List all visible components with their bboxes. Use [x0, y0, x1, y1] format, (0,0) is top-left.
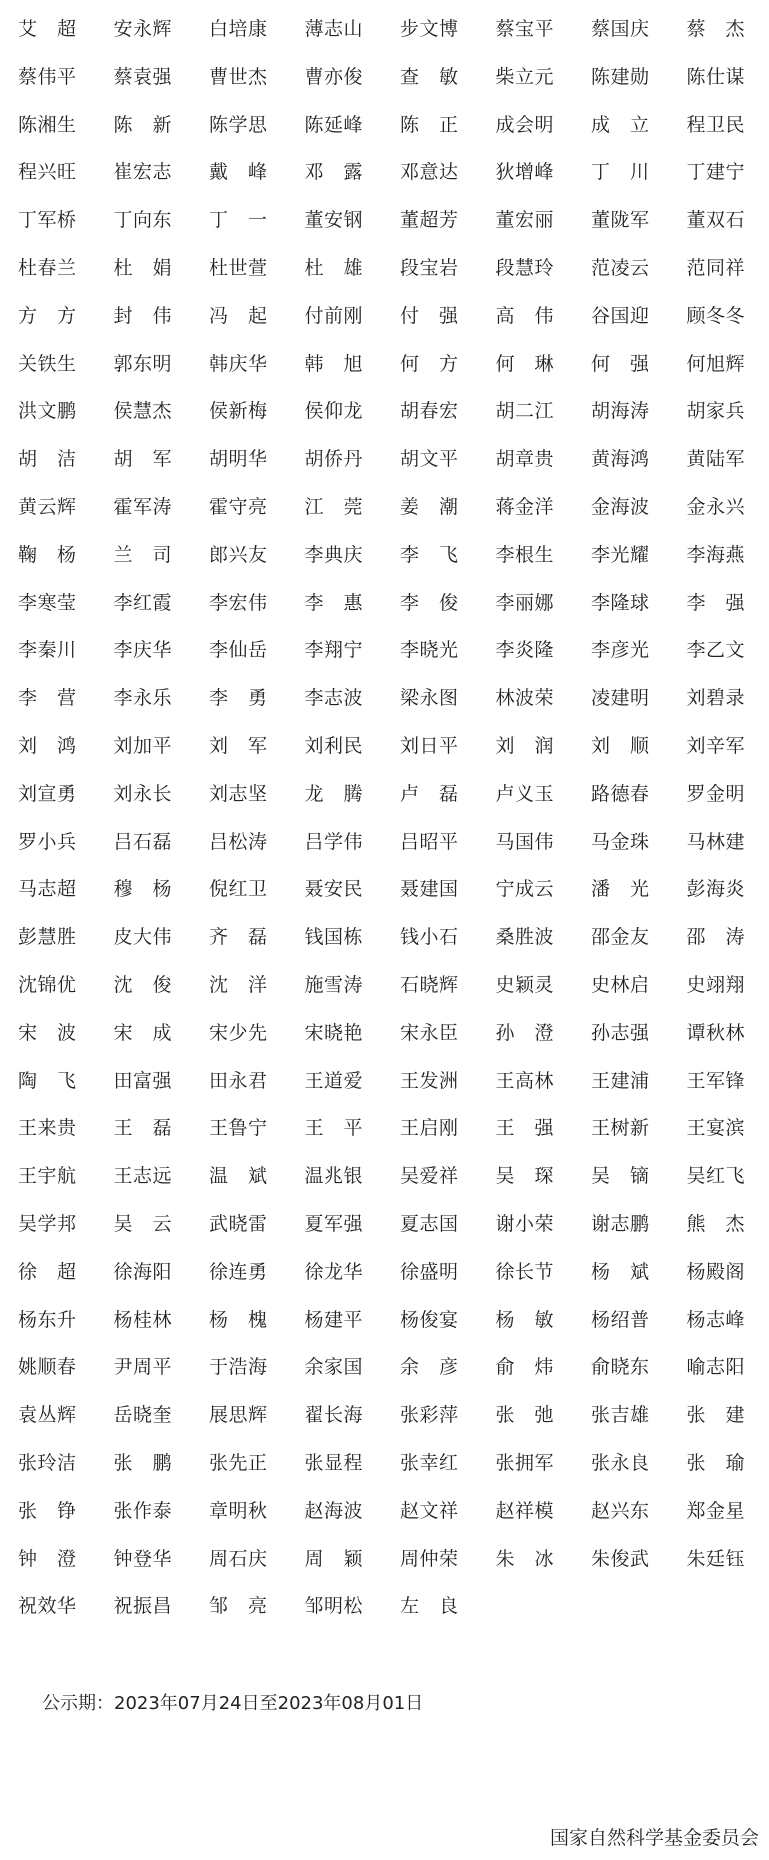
name-item: 刘 军: [209, 734, 268, 757]
name-item: 刘碧录: [686, 687, 746, 710]
name-item: 付前刚: [304, 304, 364, 327]
name-item: 钱国栋: [304, 926, 364, 949]
name-item: 霍军涛: [113, 495, 173, 518]
name-item: 于浩海: [209, 1356, 268, 1379]
name-item: 刘宣勇: [18, 782, 77, 805]
name-item: 宋少先: [209, 1021, 268, 1044]
name-item: 关铁生: [18, 352, 77, 375]
name-item: 凌建明: [591, 687, 650, 710]
name-item: 薄志山: [304, 18, 364, 40]
name-item: 孙志强: [591, 1021, 650, 1044]
name-item: 李典庆: [304, 543, 364, 566]
name-item: 余家国: [304, 1356, 364, 1379]
name-item: 封 伟: [113, 304, 173, 327]
name-item: 高 伟: [495, 304, 555, 327]
name-item: 艾 超: [18, 18, 77, 40]
name-item: 王宴滨: [686, 1117, 746, 1140]
name-item: 胡二江: [495, 400, 555, 423]
name-item: 李庆华: [113, 639, 173, 662]
name-item: 梁永图: [400, 687, 459, 710]
name-item: 路德春: [591, 782, 650, 805]
name-item: 邓 露: [304, 161, 364, 184]
name-item: 蒋金洋: [495, 495, 555, 518]
name-item: 金永兴: [686, 495, 746, 518]
name-item: 陈延峰: [304, 113, 364, 136]
name-item: 刘志坚: [209, 782, 268, 805]
name-item: 胡 军: [113, 448, 173, 471]
name-item: 江 莞: [304, 495, 364, 518]
name-item: 蔡国庆: [591, 18, 650, 40]
name-item: 宋晓艳: [304, 1021, 364, 1044]
name-item: 孙 澄: [495, 1021, 555, 1044]
name-item: 安永辉: [113, 18, 173, 40]
name-item: 张 铮: [18, 1499, 77, 1522]
name-item: 张 瑜: [686, 1451, 746, 1474]
name-item: 张彩萍: [400, 1404, 459, 1427]
name-item: 杨俊宴: [400, 1308, 459, 1331]
name-item: 蔡袁强: [113, 65, 173, 88]
name-item: 李彦光: [591, 639, 650, 662]
name-item: 李海燕: [686, 543, 746, 566]
name-item: 李红霞: [113, 591, 173, 614]
name-item: 邵金友: [591, 926, 650, 949]
name-item: 王 平: [304, 1117, 364, 1140]
name-item: 马金珠: [591, 830, 650, 853]
name-item: 钱小石: [400, 926, 459, 949]
name-item: 张 弛: [495, 1404, 555, 1427]
name-item: 吴 镝: [591, 1165, 650, 1188]
name-item: 展思辉: [209, 1404, 268, 1427]
name-item: 陈建勋: [591, 65, 650, 88]
name-item: 喻志阳: [686, 1356, 746, 1379]
name-item: 陈 正: [400, 113, 459, 136]
name-item: 何旭辉: [686, 352, 746, 375]
name-item: 王道爱: [304, 1069, 364, 1092]
name-item: 谭秋林: [686, 1021, 746, 1044]
name-item: 丁 川: [591, 161, 650, 184]
name-item: 徐盛明: [400, 1260, 459, 1283]
name-item: 郭东明: [113, 352, 173, 375]
name-item: 徐海阳: [113, 1260, 173, 1283]
name-item: 祝振昌: [113, 1595, 173, 1618]
name-item: 金海波: [591, 495, 650, 518]
name-item: 黄陆军: [686, 448, 746, 471]
name-item: 赵祥模: [495, 1499, 555, 1522]
name-item: 李仙岳: [209, 639, 268, 662]
name-item: 陈仕谋: [686, 65, 746, 88]
name-item: 白培康: [209, 18, 268, 40]
name-item: 王发洲: [400, 1069, 459, 1092]
name-item: 付 强: [400, 304, 459, 327]
name-item: 卢义玉: [495, 782, 555, 805]
name-item: 董陇军: [591, 209, 650, 232]
name-item: 温 斌: [209, 1165, 268, 1188]
name-item: 齐 磊: [209, 926, 268, 949]
name-item: 徐长节: [495, 1260, 555, 1283]
name-item: 吕石磊: [113, 830, 173, 853]
name-item: 吴 云: [113, 1212, 173, 1235]
name-item: 胡章贵: [495, 448, 555, 471]
name-item: 戴 峰: [209, 161, 268, 184]
name-item: 邹 亮: [209, 1595, 268, 1618]
name-item: 何 琳: [495, 352, 555, 375]
name-item: 钟登华: [113, 1547, 173, 1570]
name-item: 黄云辉: [18, 495, 77, 518]
name-item: 董双石: [686, 209, 746, 232]
name-item: 吴 琛: [495, 1165, 555, 1188]
name-item: 陈 新: [113, 113, 173, 136]
name-item: 陈湘生: [18, 113, 77, 136]
name-item: 范同祥: [686, 256, 746, 279]
name-item: 林波荣: [495, 687, 555, 710]
name-item: 田富强: [113, 1069, 173, 1092]
name-item: 董安钢: [304, 209, 364, 232]
name-item: 李隆球: [591, 591, 650, 614]
name-item: 祝效华: [18, 1595, 77, 1618]
name-item: 冯 起: [209, 304, 268, 327]
name-item: 李宏伟: [209, 591, 268, 614]
name-item: 袁丛辉: [18, 1404, 77, 1427]
name-item: 杨建平: [304, 1308, 364, 1331]
name-item: 章明秋: [209, 1499, 268, 1522]
name-item: 侯仰龙: [304, 400, 364, 423]
name-item: 罗金明: [686, 782, 746, 805]
name-item: 王树新: [591, 1117, 650, 1140]
name-item: 邓意达: [400, 161, 459, 184]
name-item: 赵海波: [304, 1499, 364, 1522]
name-item: 周 颖: [304, 1547, 364, 1570]
name-item: 李 惠: [304, 591, 364, 614]
name-item: 马国伟: [495, 830, 555, 853]
name-item: 李 勇: [209, 687, 268, 710]
name-item: 吴爱祥: [400, 1165, 459, 1188]
name-item: 罗小兵: [18, 830, 77, 853]
name-item: 韩庆华: [209, 352, 268, 375]
name-item: 王启刚: [400, 1117, 459, 1140]
name-item: 穆 杨: [113, 878, 173, 901]
name-item: 刘 润: [495, 734, 555, 757]
name-item: 霍守亮: [209, 495, 268, 518]
name-item: 成 立: [591, 113, 650, 136]
name-item: 蔡 杰: [686, 18, 746, 40]
name-item: 张永良: [591, 1451, 650, 1474]
name-item: 张 建: [686, 1404, 746, 1427]
name-item: 宋永臣: [400, 1021, 459, 1044]
issuer-signature: 国家自然科学基金委员会: [549, 1827, 759, 1849]
name-item: 杨东升: [18, 1308, 77, 1331]
name-item: 郎兴友: [209, 543, 268, 566]
name-item: 刘辛军: [686, 734, 746, 757]
name-item: 胡文平: [400, 448, 459, 471]
name-item: 李丽娜: [495, 591, 555, 614]
name-item: 李炎隆: [495, 639, 555, 662]
name-item: 王建浦: [591, 1069, 650, 1092]
name-item: 段慧玲: [495, 256, 555, 279]
name-item: 李秦川: [18, 639, 77, 662]
name-item: 步文博: [400, 18, 459, 40]
name-item: 赵兴东: [591, 1499, 650, 1522]
name-item: 王宇航: [18, 1165, 77, 1188]
name-item: 刘日平: [400, 734, 459, 757]
name-item: 俞 炜: [495, 1356, 555, 1379]
name-item: 韩 旭: [304, 352, 364, 375]
name-item: 谢志鹏: [591, 1212, 650, 1235]
name-item: 谷国迎: [591, 304, 650, 327]
name-item: 周仲荣: [400, 1547, 459, 1570]
name-item: 熊 杰: [686, 1212, 746, 1235]
name-item: 李晓光: [400, 639, 459, 662]
name-item: 董宏丽: [495, 209, 555, 232]
name-item: 史颖灵: [495, 973, 555, 996]
name-item: 王 磊: [113, 1117, 173, 1140]
name-item: 聂建国: [400, 878, 459, 901]
name-item: 彭海炎: [686, 878, 746, 901]
name-item: 狄增峰: [495, 161, 555, 184]
name-item: 俞晓东: [591, 1356, 650, 1379]
name-item: 侯新梅: [209, 400, 268, 423]
name-item: 龙 腾: [304, 782, 364, 805]
name-item: 程卫民: [686, 113, 746, 136]
name-item: 翟长海: [304, 1404, 364, 1427]
name-item: 柴立元: [495, 65, 555, 88]
name-item: 钟 澄: [18, 1547, 77, 1570]
name-item: 张 鹏: [113, 1451, 173, 1474]
name-item: 吕学伟: [304, 830, 364, 853]
name-item: 鞠 杨: [18, 543, 77, 566]
name-item: 姜 潮: [400, 495, 459, 518]
name-item: 何 强: [591, 352, 650, 375]
name-item: 胡春宏: [400, 400, 459, 423]
name-item: 张作泰: [113, 1499, 173, 1522]
name-item: 朱 冰: [495, 1547, 555, 1570]
name-item: 石晓辉: [400, 973, 459, 996]
name-item: 洪文鹏: [18, 400, 77, 423]
name-item: 刘利民: [304, 734, 364, 757]
name-item: 杨 斌: [591, 1260, 650, 1283]
name-item: 武晓雷: [209, 1212, 268, 1235]
name-item: 吕昭平: [400, 830, 459, 853]
name-item: 朱俊武: [591, 1547, 650, 1570]
name-item: 谢小荣: [495, 1212, 555, 1235]
name-item: 李志波: [304, 687, 364, 710]
name-item: 胡明华: [209, 448, 268, 471]
name-item: 黄海鸿: [591, 448, 650, 471]
name-item: 吴红飞: [686, 1165, 746, 1188]
names-list: [18, 6, 758, 1631]
name-item: 张拥军: [495, 1451, 555, 1474]
publicity-period: 公示期：2023年07月24日至2023年08月01日: [42, 1693, 424, 1714]
name-item: 陈学思: [209, 113, 268, 136]
name-item: 沈锦优: [18, 973, 77, 996]
name-item: 李光耀: [591, 543, 650, 566]
name-item: 朱廷钰: [686, 1547, 746, 1570]
name-item: 沈 洋: [209, 973, 268, 996]
name-item: 赵文祥: [400, 1499, 459, 1522]
name-item: 杨绍普: [591, 1308, 650, 1331]
name-item: 李翔宁: [304, 639, 364, 662]
name-item: 马林建: [686, 830, 746, 853]
name-item: 杨 槐: [209, 1308, 268, 1331]
name-item: 刘加平: [113, 734, 173, 757]
name-item: 李 飞: [400, 543, 459, 566]
name-item: 夏志国: [400, 1212, 459, 1235]
name-item: 倪红卫: [209, 878, 268, 901]
name-item: 邵 涛: [686, 926, 746, 949]
name-item: 李寒莹: [18, 591, 77, 614]
name-item: 聂安民: [304, 878, 364, 901]
name-item: 范凌云: [591, 256, 650, 279]
name-item: 刘永长: [113, 782, 173, 805]
name-item: 杨志峰: [686, 1308, 746, 1331]
name-item: 崔宏志: [113, 161, 173, 184]
name-item: 王鲁宁: [209, 1117, 268, 1140]
name-item: 杨桂林: [113, 1308, 173, 1331]
name-item: 徐龙华: [304, 1260, 364, 1283]
name-item: 姚顺春: [18, 1356, 77, 1379]
name-item: 徐连勇: [209, 1260, 268, 1283]
name-item: 尹周平: [113, 1356, 173, 1379]
name-item: 顾冬冬: [686, 304, 746, 327]
name-item: 张吉雄: [591, 1404, 650, 1427]
name-item: 兰 司: [113, 543, 173, 566]
name-item: 夏军强: [304, 1212, 364, 1235]
name-item: 蔡宝平: [495, 18, 555, 40]
name-item: 王来贵: [18, 1117, 77, 1140]
name-item: 王高林: [495, 1069, 555, 1092]
name-item: 杨殿阁: [686, 1260, 746, 1283]
name-item: 张先正: [209, 1451, 268, 1474]
name-item: 皮大伟: [113, 926, 173, 949]
name-item: 宋 成: [113, 1021, 173, 1044]
name-item: 李 强: [686, 591, 746, 614]
name-item: 王 强: [495, 1117, 555, 1140]
name-item: 王志远: [113, 1165, 173, 1188]
name-item: 王军锋: [686, 1069, 746, 1092]
name-item: 彭慧胜: [18, 926, 77, 949]
name-item: 方 方: [18, 304, 77, 327]
name-item: 曹亦俊: [304, 65, 364, 88]
name-item: 杜 娟: [113, 256, 173, 279]
name-item: 胡侨丹: [304, 448, 364, 471]
name-item: 余 彦: [400, 1356, 459, 1379]
name-item: 董超芳: [400, 209, 459, 232]
name-item: 杜 雄: [304, 256, 364, 279]
name-item: 沈 俊: [113, 973, 173, 996]
name-item: 丁 一: [209, 209, 268, 232]
name-item: 刘 顺: [591, 734, 650, 757]
name-item: 马志超: [18, 878, 77, 901]
name-item: 侯慧杰: [113, 400, 173, 423]
name-item: 李 俊: [400, 591, 459, 614]
name-item: 胡家兵: [686, 400, 746, 423]
name-item: 程兴旺: [18, 161, 77, 184]
name-item: 潘 光: [591, 878, 650, 901]
name-item: 杨 敏: [495, 1308, 555, 1331]
name-item: 何 方: [400, 352, 459, 375]
name-item: 史林启: [591, 973, 650, 996]
name-item: 陶 飞: [18, 1069, 77, 1092]
name-item: 徐 超: [18, 1260, 77, 1283]
name-item: 桑胜波: [495, 926, 555, 949]
name-item: 岳晓奎: [113, 1404, 173, 1427]
name-item: 李 营: [18, 687, 77, 710]
name-item: 施雪涛: [304, 973, 364, 996]
name-item: 杜春兰: [18, 256, 77, 279]
name-item: 胡 洁: [18, 448, 77, 471]
name-item: 吴学邦: [18, 1212, 77, 1235]
name-item: 宋 波: [18, 1021, 77, 1044]
name-item: 左 良: [400, 1595, 459, 1618]
name-item: 胡海涛: [591, 400, 650, 423]
name-item: 史翊翔: [686, 973, 746, 996]
name-item: 丁向东: [113, 209, 173, 232]
name-item: 周石庆: [209, 1547, 268, 1570]
name-item: 蔡伟平: [18, 65, 77, 88]
name-item: 张显程: [304, 1451, 364, 1474]
name-item: 温兆银: [304, 1165, 364, 1188]
name-item: 宁成云: [495, 878, 555, 901]
name-item: 李根生: [495, 543, 555, 566]
name-item: 段宝岩: [400, 256, 459, 279]
name-item: 郑金星: [686, 1499, 746, 1522]
name-item: 丁建宁: [686, 161, 746, 184]
name-item: 杜世萱: [209, 256, 268, 279]
name-item: 李永乐: [113, 687, 173, 710]
name-item: 丁军桥: [18, 209, 77, 232]
name-item: 曹世杰: [209, 65, 268, 88]
name-item: 邹明松: [304, 1595, 364, 1618]
name-item: 查 敏: [400, 65, 459, 88]
name-item: 吕松涛: [209, 830, 268, 853]
name-item: 田永君: [209, 1069, 268, 1092]
name-item: 卢 磊: [400, 782, 459, 805]
name-item: 刘 鸿: [18, 734, 77, 757]
name-item: 张玲洁: [18, 1451, 77, 1474]
name-item: 成会明: [495, 113, 555, 136]
name-item: 李乙文: [686, 639, 746, 662]
name-item: 张幸红: [400, 1451, 459, 1474]
